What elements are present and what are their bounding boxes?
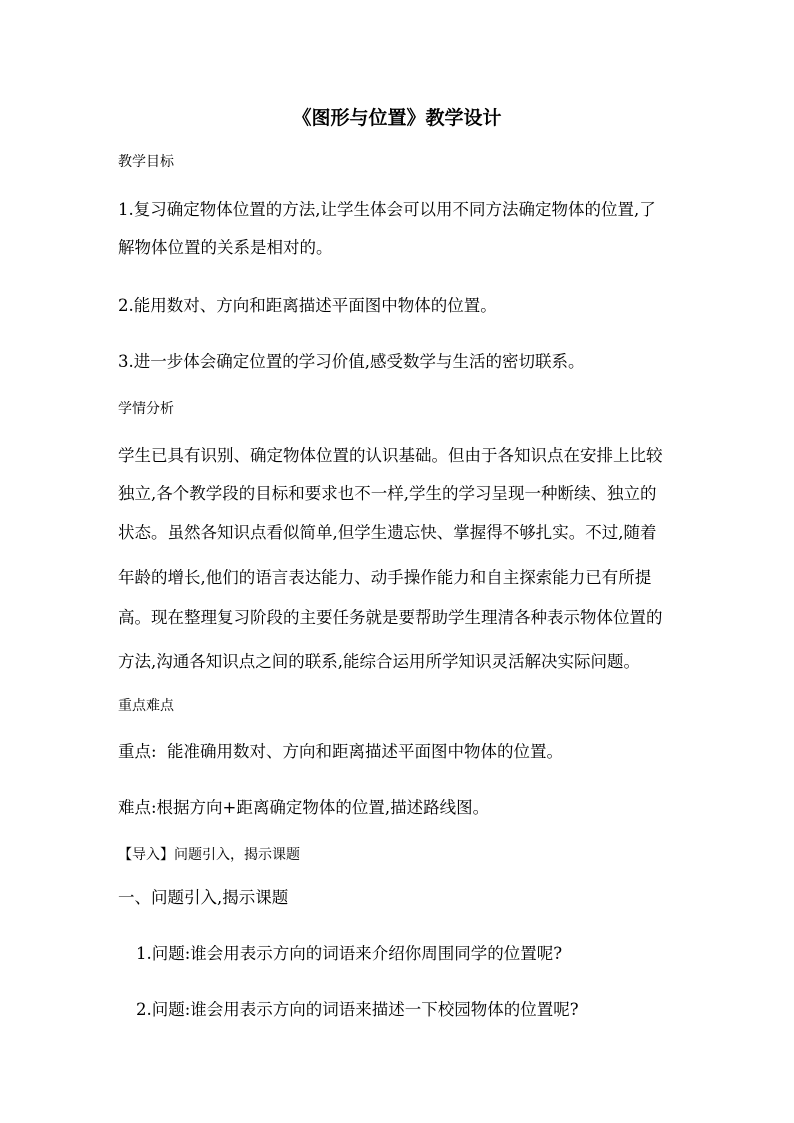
objective-3: 3.进一步体会确定位置的学习价值,感受数学与生活的密切联系。 — [118, 352, 585, 371]
intro-question-2: 2.问题:谁会用表示方向的词语来描述一下校园物体的位置呢? — [136, 1000, 579, 1019]
section-heading-intro: 【导入】问题引入，揭示课题 — [118, 847, 300, 863]
intro-question-1: 1.问题:谁会用表示方向的词语来介绍你周围同学的位置呢? — [136, 944, 563, 963]
intro-subheading: 一、问题引入,揭示课题 — [118, 888, 289, 907]
analysis-line-6: 方法,沟通各知识点之间的联系,能综合运用所学知识灵活解决实际问题。 — [118, 652, 640, 671]
analysis-line-4: 年龄的增长,他们的语言表达能力、动手操作能力和自主探索能力已有所提 — [118, 568, 652, 587]
objective-2: 2.能用数对、方向和距离描述平面图中物体的位置。 — [118, 296, 497, 315]
analysis-line-1: 学生已具有识别、确定物体位置的认识基础。但由于各知识点在安排上比较 — [118, 446, 663, 465]
objective-1-line-2: 解物体位置的关系是相对的。 — [118, 238, 333, 257]
objective-1-line-1: 1.复习确定物体位置的方法,让学生体会可以用不同方法确定物体的位置,了 — [118, 200, 656, 219]
document-title: 《图形与位置》教学设计 — [292, 107, 502, 129]
analysis-line-5: 高。现在整理复习阶段的主要任务就是要帮助学生理清各种表示物体位置的 — [118, 608, 663, 627]
key-point: 重点: 能准确用数对、方向和距离描述平面图中物体的位置。 — [118, 742, 564, 761]
section-heading-objectives: 教学目标 — [118, 154, 174, 170]
analysis-line-2: 独立,各个教学段的目标和要求也不一样,学生的学习呈现一种断续、独立的 — [118, 484, 657, 503]
difficult-point: 难点:根据方向+距离确定物体的位置,描述路线图。 — [118, 798, 490, 817]
section-heading-key-points: 重点难点 — [118, 698, 174, 714]
section-heading-analysis: 学情分析 — [118, 401, 174, 417]
analysis-line-3: 状态。虽然各知识点看似简单,但学生遗忘快、掌握得不够扎实。不过,随着 — [118, 523, 657, 542]
